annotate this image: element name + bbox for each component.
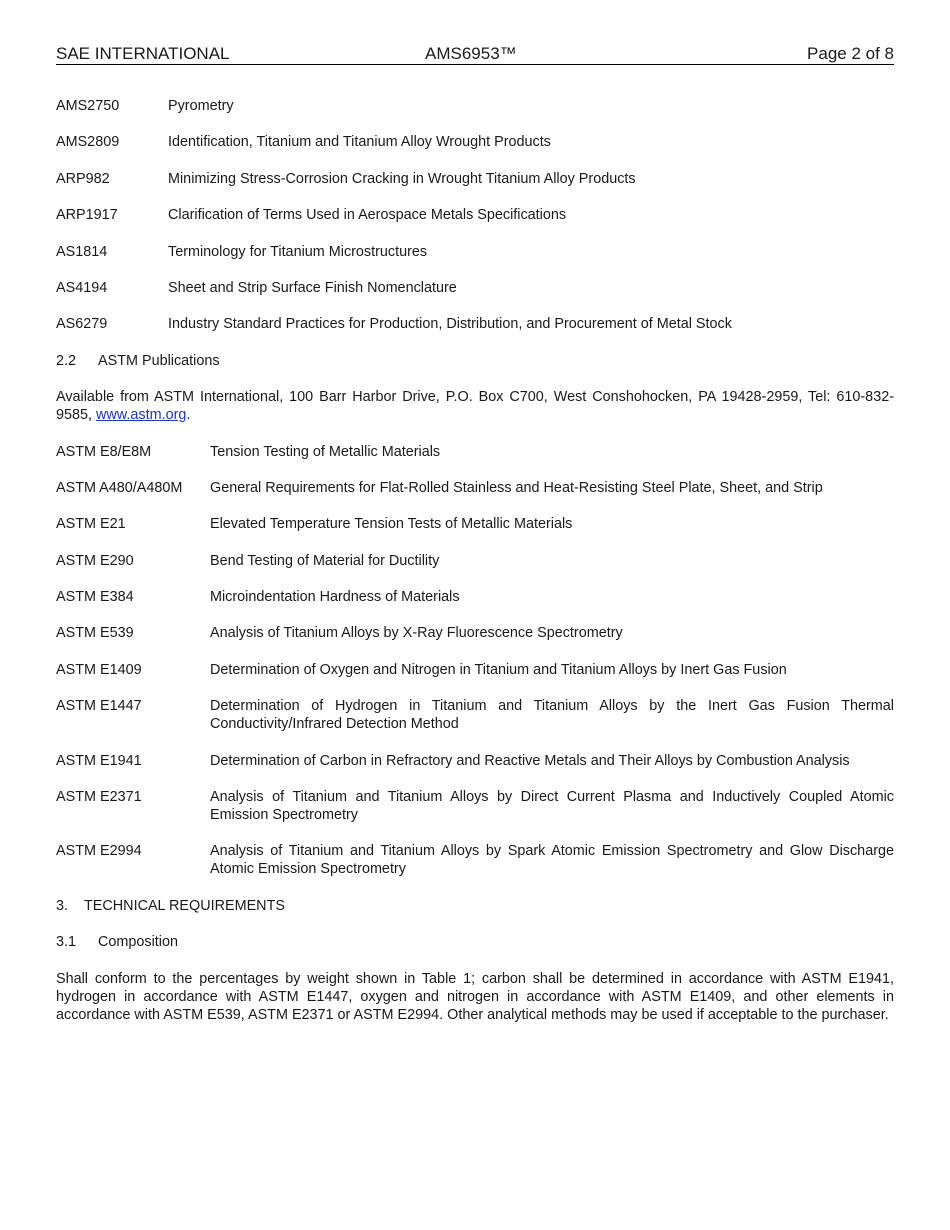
section-number: 3. [56, 897, 69, 914]
reference-title: Bend Testing of Material for Ductility [210, 552, 440, 569]
reference-row [56, 443, 894, 461]
reference-code: AMS2809 [56, 134, 120, 151]
reference-title: Determination of Carbon in Refractory and Reactive Metals and Their Alloys by Combustion Analysis [210, 752, 850, 769]
reference-row [56, 243, 894, 261]
section-heading-3-1 [56, 933, 894, 951]
reference-row [56, 479, 894, 497]
header-page-number: Page 2 of 8 [807, 44, 894, 63]
reference-title: Determination of Oxygen and Nitrogen in Titanium and Titanium Alloys by Inert Gas Fusion [210, 661, 787, 678]
reference-row [56, 788, 894, 824]
reference-title: Elevated Temperature Tension Tests of Metallic Materials [210, 516, 573, 533]
composition-paragraph: Shall conform to the percentages by weight shown in Table 1; carbon shall be determined in accordance with ASTM E1941, hydrogen in accordance with ASTM E1447, oxygen and nitrogen in accordance with ASTM E1409, and other elements in accordance with ASTM E539, ASTM E2371 or ASTM E2994. Other analytical methods may be used if acceptable to the purchaser. [56, 970, 894, 1023]
reference-row [56, 133, 894, 151]
reference-code: AS4194 [56, 279, 108, 296]
reference-row [56, 661, 894, 679]
reference-code: AS6279 [56, 316, 108, 333]
reference-code: ASTM E290 [56, 552, 134, 569]
reference-title: Tension Testing of Metallic Materials [210, 443, 441, 460]
section-number: 2.2 [56, 352, 77, 369]
reference-row [56, 552, 894, 570]
reference-title: Pyrometry [168, 98, 234, 114]
reference-code: ASTM E2994 [56, 843, 142, 860]
reference-code: ASTM E1941 [56, 752, 142, 769]
reference-title: Terminology for Titanium Microstructures [168, 243, 428, 260]
reference-code: ARP1917 [56, 207, 118, 224]
reference-code: ASTM E2371 [56, 789, 142, 806]
reference-code: ASTM A480/A480M [56, 479, 183, 496]
reference-code: AMS2750 [56, 98, 120, 114]
astm-availability-paragraph [56, 388, 894, 424]
reference-code: ASTM E21 [56, 516, 126, 533]
reference-code: ARP982 [56, 170, 110, 187]
reference-title: Identification, Titanium and Titanium Alloy Wrought Products [168, 134, 551, 151]
reference-code: ASTM E384 [56, 589, 134, 606]
reference-row [56, 624, 894, 642]
section-heading-2-2 [56, 352, 894, 370]
reference-title: Clarification of Terms Used in Aerospace Metals Specifications [168, 207, 567, 224]
reference-row [56, 842, 894, 878]
reference-row [56, 97, 894, 115]
page-content [56, 97, 894, 1042]
astm-reference-list [56, 443, 894, 879]
reference-title: Determination of Hydrogen in Titanium and Titanium Alloys by the Inert Gas Fusion Thermal Conductivity/Infrared Detection Method [210, 698, 894, 733]
reference-code: ASTM E1409 [56, 661, 142, 678]
reference-code: ASTM E539 [56, 625, 134, 642]
reference-row [56, 697, 894, 733]
reference-title: Analysis of Titanium and Titanium Alloys by Direct Current Plasma and Inductively Coupled Atomic Emission Spectrometry [210, 789, 894, 824]
availability-text: Available from ASTM International, 100 Barr Harbor Drive, P.O. Box C700, West Conshohocken, PA 19428-2959, Tel: 610-832-9585, [56, 389, 894, 424]
section-title: Composition [98, 934, 178, 951]
reference-title: General Requirements for Flat-Rolled Stainless and Heat-Resisting Steel Plate, Sheet, and Strip [210, 479, 823, 496]
section-title: ASTM Publications [98, 352, 220, 369]
reference-row [56, 515, 894, 533]
astm-website-link[interactable]: www.astm.org [96, 407, 187, 424]
reference-title: Industry Standard Practices for Production, Distribution, and Procurement of Metal Stock [168, 316, 732, 333]
reference-code: AS1814 [56, 243, 108, 260]
sae-reference-list [56, 97, 894, 333]
header-document-id: AMS6953™ [425, 44, 517, 63]
section-title: TECHNICAL REQUIREMENTS [84, 897, 285, 914]
section-number: 3.1 [56, 934, 77, 951]
reference-row [56, 315, 894, 333]
reference-code: ASTM E1447 [56, 698, 142, 715]
reference-row [56, 752, 894, 770]
reference-title: Sheet and Strip Surface Finish Nomenclature [168, 279, 457, 296]
reference-row [56, 588, 894, 606]
page-header [56, 44, 894, 65]
header-organization: SAE INTERNATIONAL [56, 44, 230, 63]
reference-title: Analysis of Titanium and Titanium Alloys by Spark Atomic Emission Spectrometry and Glow Discharge Atomic Emission Spectrometry [210, 843, 894, 878]
reference-title: Microindentation Hardness of Materials [210, 589, 460, 606]
reference-row [56, 206, 894, 224]
reference-title: Analysis of Titanium Alloys by X-Ray Fluorescence Spectrometry [210, 625, 623, 642]
reference-code: ASTM E8/E8M [56, 443, 152, 460]
reference-row [56, 279, 894, 297]
section-heading-3 [56, 897, 894, 915]
reference-row [56, 170, 894, 188]
reference-title: Minimizing Stress-Corrosion Cracking in Wrought Titanium Alloy Products [168, 170, 636, 187]
availability-end: . [186, 407, 191, 424]
